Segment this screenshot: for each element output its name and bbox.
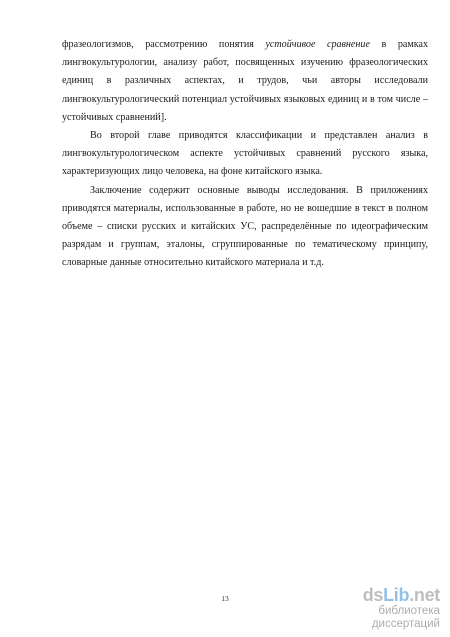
page-number: 13 — [221, 594, 229, 603]
dslib-watermark — [310, 586, 440, 631]
paragraph-2: Во второй главе приводятся классификации и представлен анализ в лингвокультурологическом аспекте устойчивых сравнений русского языка, характеризующих лицо человека, на фоне китайского языка. — [62, 130, 428, 178]
term-ustoichivoe-sravnenie: устойчивое сравнение — [265, 39, 370, 50]
dslib-subtitle: библиотека диссертаций — [371, 605, 440, 630]
dslib-logo: dsLib.net — [362, 585, 440, 605]
paragraph-3: Заключение содержит основные выводы исследования. В приложениях приводятся материалы, использованные в работе, но не вошедшие в текст в полном объеме – списки русских и китайских УС, распределённые по идеографическим разрядам и группам, эталоны, сгруппированные по тематическому принципу, словарные данные относительно китайского материала и т.д. — [62, 184, 428, 269]
document-body — [62, 36, 428, 273]
paragraph-1-start: фразеологизмов, рассмотрению понятия — [62, 39, 266, 50]
paragraph-1-end: в рамках лингвокультурологии, анализу работ, посвященных изучению фразеологических единиц в различных аспектах, и трудов, чьи авторы исследовали лингвокультурологический потенциал устойчивых языковых единиц и в том числе – устойчивых сравнений]. — [62, 39, 429, 123]
paragraph-1 — [62, 36, 428, 127]
